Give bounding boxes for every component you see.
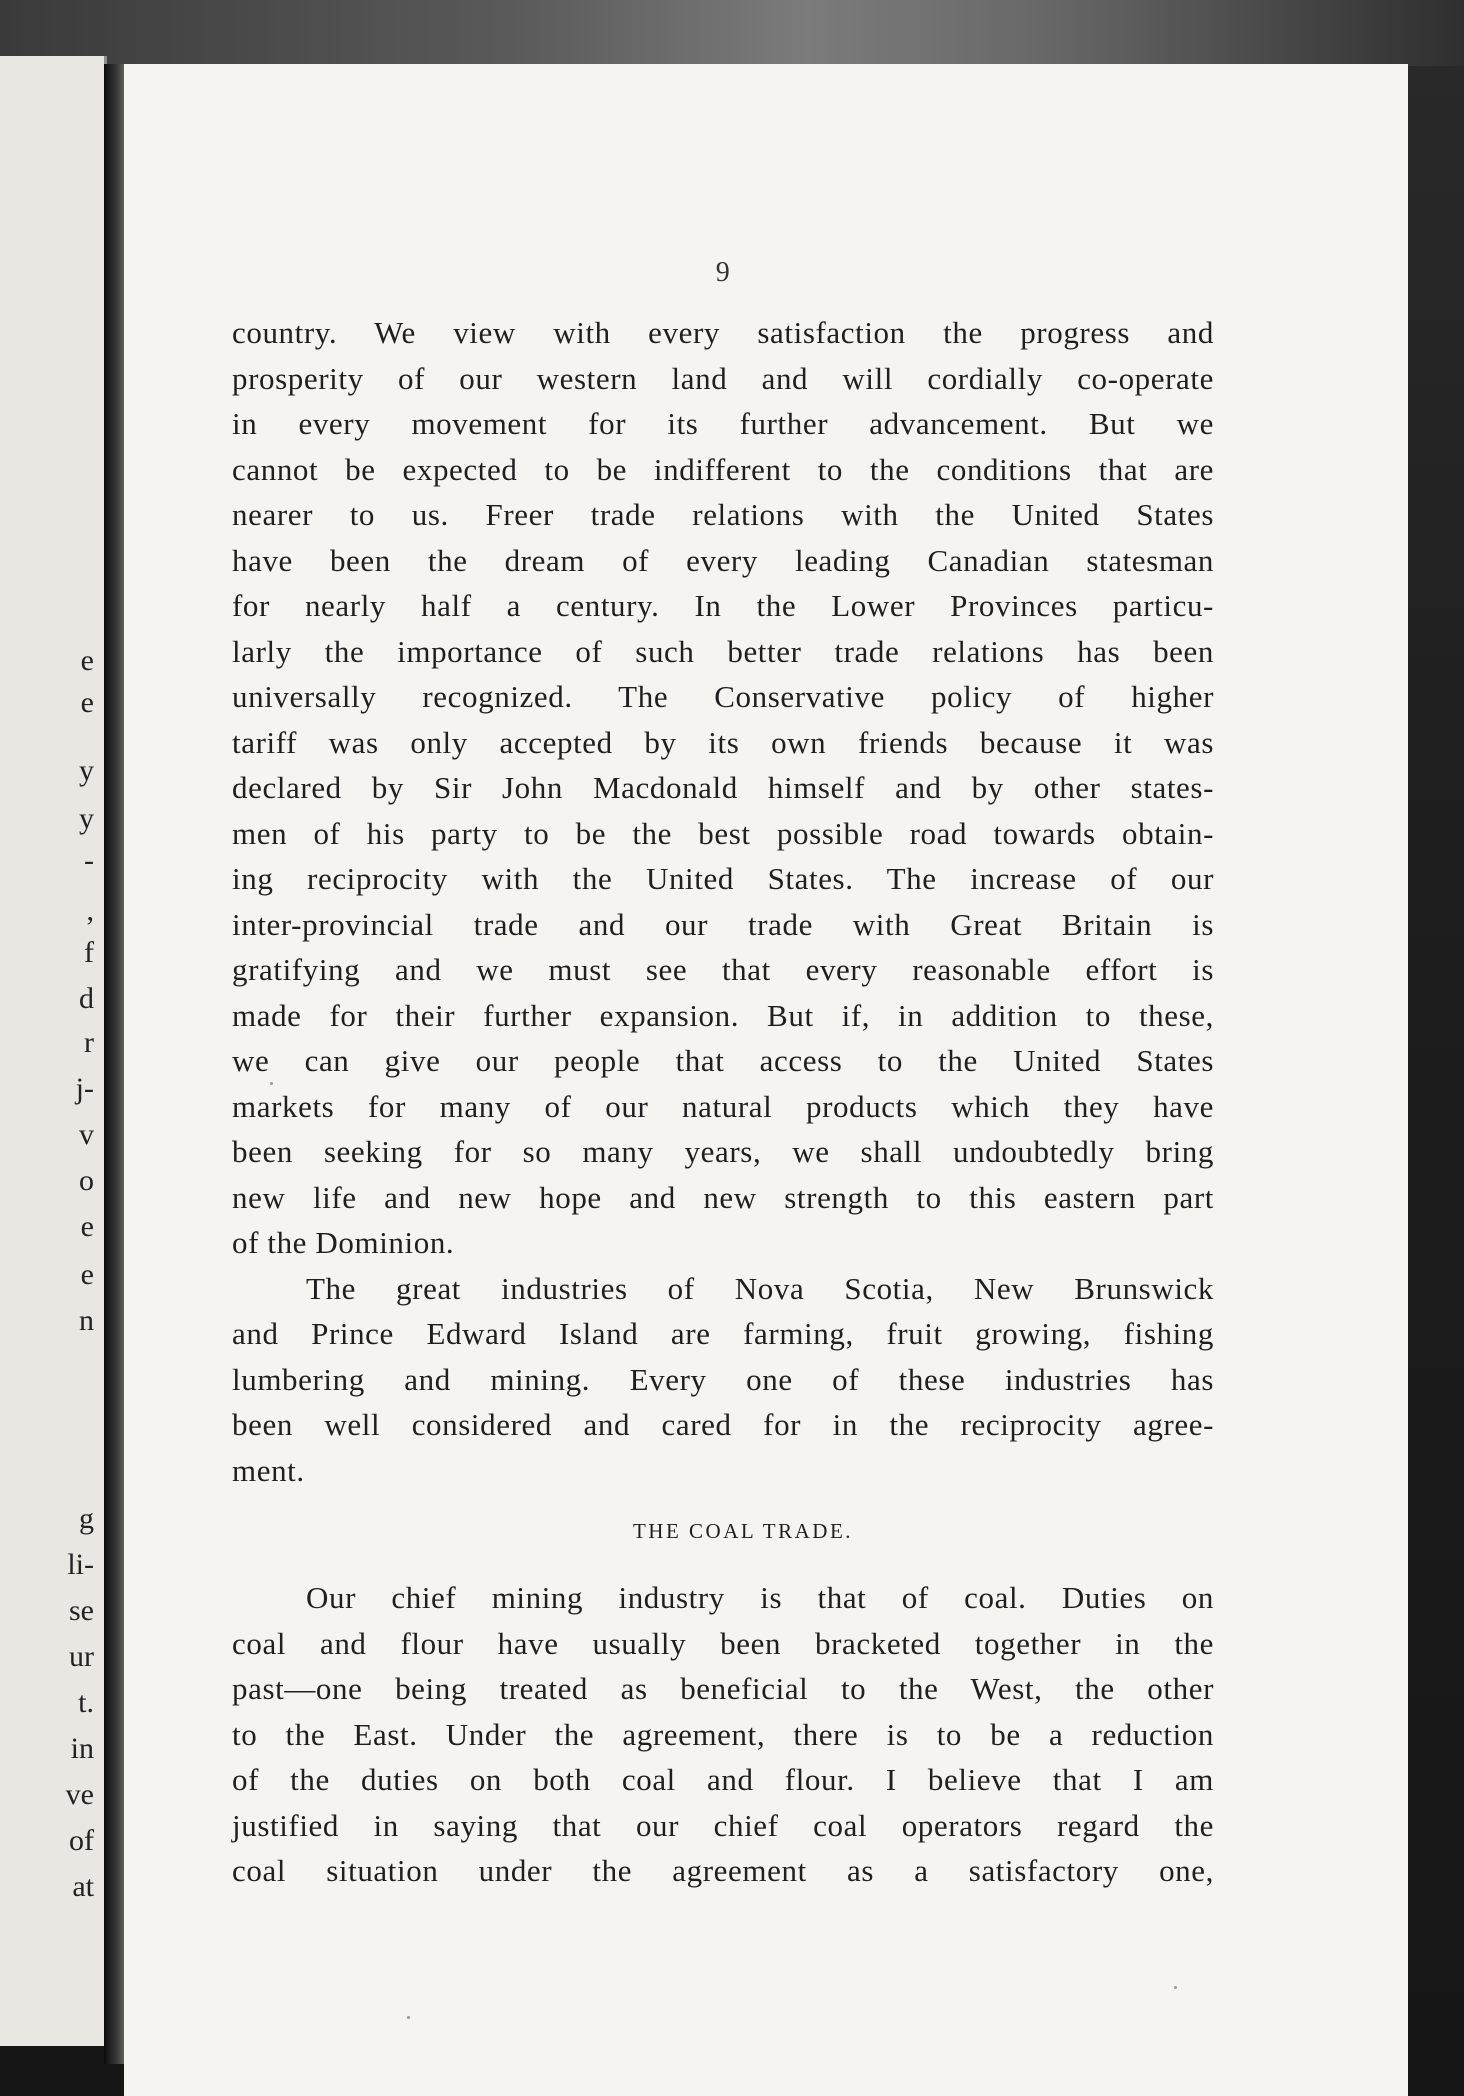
- text-line: cannot be expected to be indifferent to the conditions that are: [232, 451, 1214, 487]
- fragment: t.: [78, 1686, 94, 1719]
- text-line: Our chief mining industry is that of coal. Duties on: [306, 1580, 1214, 1615]
- text-line: to the East. Under the agreement, there is to be a reduction: [232, 1716, 1214, 1752]
- text-line: inter-provincial trade and our trade with Great Britain is: [232, 906, 1214, 942]
- text-line: new life and new hope and new strength to this eastern part: [232, 1179, 1214, 1215]
- fragment: e: [80, 1210, 94, 1243]
- text-line: ing reciprocity with the United States. The increase of our: [232, 861, 1214, 896]
- fragment: e: [80, 1258, 94, 1291]
- text-line: lumbering and mining. Every one of these industries has: [232, 1361, 1214, 1397]
- text-line: have been the dream of every leading Canadian statesman: [232, 542, 1214, 578]
- body-text: [232, 310, 1214, 1894]
- paper-speck: [407, 2016, 410, 2019]
- text-line: universally recognized. The Conservative policy of higher: [232, 679, 1214, 714]
- paragraph-3: [232, 1575, 1214, 1894]
- fragment: y: [79, 802, 94, 835]
- text-line: coal and flour have usually been bracketed together in the: [232, 1625, 1214, 1661]
- fragment: in: [70, 1732, 94, 1765]
- text-line: nearer to us. Freer trade relations with the United States: [232, 497, 1214, 532]
- text-line: justified in saying that our chief coal operators regard the: [232, 1807, 1214, 1843]
- page-number: 9: [715, 257, 731, 288]
- text-line: declared by Sir John Macdonald himself and by other states-: [232, 770, 1214, 805]
- text-line: of the Dominion.: [232, 1225, 455, 1260]
- text-line: prosperity of our western land and will cordially co-operate: [232, 360, 1214, 396]
- facing-page-text-fragments: [0, 56, 104, 2046]
- fragment: n: [79, 1304, 94, 1337]
- text-line: been well considered and cared for in the reciprocity agree-: [232, 1407, 1214, 1442]
- section-heading: THE COAL TRADE.: [632, 1519, 854, 1543]
- text-line: men of his party to be the best possible road towards obtain-: [232, 815, 1214, 851]
- fragment: ,: [86, 894, 94, 927]
- fragment: ur: [69, 1640, 94, 1673]
- fragment: li-: [67, 1548, 94, 1581]
- fragment: of: [69, 1824, 94, 1857]
- text-line: made for their further expansion. But if, in addition to these,: [232, 997, 1214, 1033]
- text-line: markets for many of our natural products which they have: [232, 1088, 1214, 1124]
- text-line: country. We view with every satisfaction the progress and: [232, 315, 1214, 350]
- fragment: r: [84, 1026, 94, 1059]
- fragment: y: [79, 754, 94, 787]
- fragment: g: [79, 1502, 94, 1535]
- fragment: at: [72, 1870, 94, 1903]
- facing-page-edge: [0, 56, 107, 2046]
- text-line: of the duties on both coal and flour. I believe that I am: [232, 1762, 1214, 1797]
- fragment: ve: [65, 1778, 94, 1811]
- fragment: -: [84, 844, 94, 877]
- fragment: se: [69, 1594, 94, 1627]
- book-page: [124, 64, 1408, 2096]
- paragraph-1: [232, 310, 1214, 1266]
- text-line: tariff was only accepted by its own friends because it was: [232, 724, 1214, 760]
- text-line: for nearly half a century. In the Lower Provinces particu-: [232, 588, 1214, 623]
- fragment: e: [80, 644, 94, 677]
- fragment: o: [79, 1164, 94, 1197]
- text-line: The great industries of Nova Scotia, New Brunswick: [306, 1270, 1214, 1306]
- fragment: d: [79, 982, 94, 1015]
- text-line: ment.: [232, 1452, 305, 1488]
- text-line: and Prince Edward Island are farming, fruit growing, fishing: [232, 1316, 1214, 1351]
- paper-speck: [1174, 1986, 1177, 1989]
- text-line: coal situation under the agreement as a satisfactory one,: [232, 1853, 1214, 1888]
- scan-background-top: [0, 0, 1464, 66]
- binding-shadow: [104, 64, 126, 2064]
- fragment: f: [84, 936, 94, 969]
- text-line: past—one being treated as beneficial to the West, the other: [232, 1671, 1214, 1706]
- text-line: been seeking for so many years, we shall undoubtedly bring: [232, 1134, 1214, 1169]
- paragraph-2: [232, 1266, 1214, 1494]
- fragment: j-: [75, 1072, 94, 1105]
- fragment: e: [80, 686, 94, 719]
- text-line: in every movement for its further advancement. But we: [232, 406, 1214, 441]
- text-line: gratifying and we must see that every reasonable effort is: [232, 952, 1214, 987]
- text-line: larly the importance of such better trade relations has been: [232, 633, 1214, 669]
- fragment: v: [79, 1118, 94, 1151]
- text-line: we can give our people that access to the United States: [232, 1043, 1214, 1078]
